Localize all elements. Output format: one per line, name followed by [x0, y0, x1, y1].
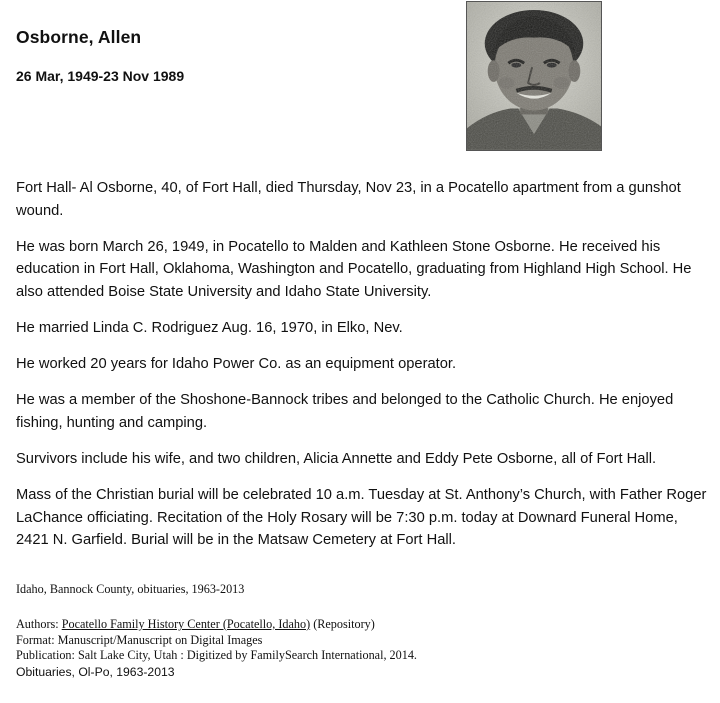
format-line: Format: Manuscript/Manuscript on Digital Images: [16, 632, 263, 647]
life-dates: 26 Mar, 1949-23 Nov 1989: [16, 68, 185, 84]
paragraph-birth-education: He was born March 26, 1949, in Pocatello to Malden and Kathleen Stone Osborne. He received his education in Fort Hall, Oklahoma, Washington and Pocatello, graduating from Highland High School. He also attended Boise State University and Idaho State University.: [16, 238, 692, 300]
authors-role: (Repository): [310, 617, 375, 631]
paragraph-survivors: Survivors include his wife, and two children, Alicia Annette and Eddy Pete Osborne, all of Fort Hall.: [16, 450, 657, 467]
source-title: Idaho, Bannock County, obituaries, 1963-2013: [16, 582, 245, 596]
deceased-name: Osborne, Allen: [16, 27, 142, 47]
portrait-photo: [466, 1, 602, 151]
paragraph-services: Mass of the Christian burial will be celebrated 10 a.m. Tuesday at St. Anthony’s Church, with Father Roger LaChance officiating. Recitation of the Holy Rosary will be 7:30 p.m. today at Downard Funeral Home, 2421 N. Garfield. Burial will be in the Matsaw Cemetery at Fort Hall.: [16, 486, 707, 549]
paragraph-affiliations: He was a member of the Shoshone-Bannock tribes and belonged to the Catholic Church. He enjoyed fishing, hunting and camping.: [16, 392, 674, 431]
authors-label: Authors:: [16, 617, 62, 631]
publication-line: Publication: Salt Lake City, Utah : Digitized by FamilySearch International, 2014.: [16, 648, 417, 663]
paragraph-marriage: He married Linda C. Rodriguez Aug. 16, 1970, in Elko, Nev.: [16, 319, 403, 336]
collection-line: Obituaries, Ol-Po, 1963-2013: [16, 665, 175, 679]
authors-line: [16, 617, 417, 633]
obituary-text: [16, 177, 712, 565]
paragraph-work: He worked 20 years for Idaho Power Co. as an equipment operator.: [16, 356, 457, 373]
portrait-photo-icon: [467, 2, 601, 150]
paragraph-death: Fort Hall- Al Osborne, 40, of Fort Hall, died Thursday, Nov 23, in a Pocatello apartment from a gunshot wound.: [16, 180, 681, 219]
repository-link[interactable]: Pocatello Family History Center (Pocatello, Idaho): [61, 617, 311, 631]
citation-block: [16, 617, 417, 664]
